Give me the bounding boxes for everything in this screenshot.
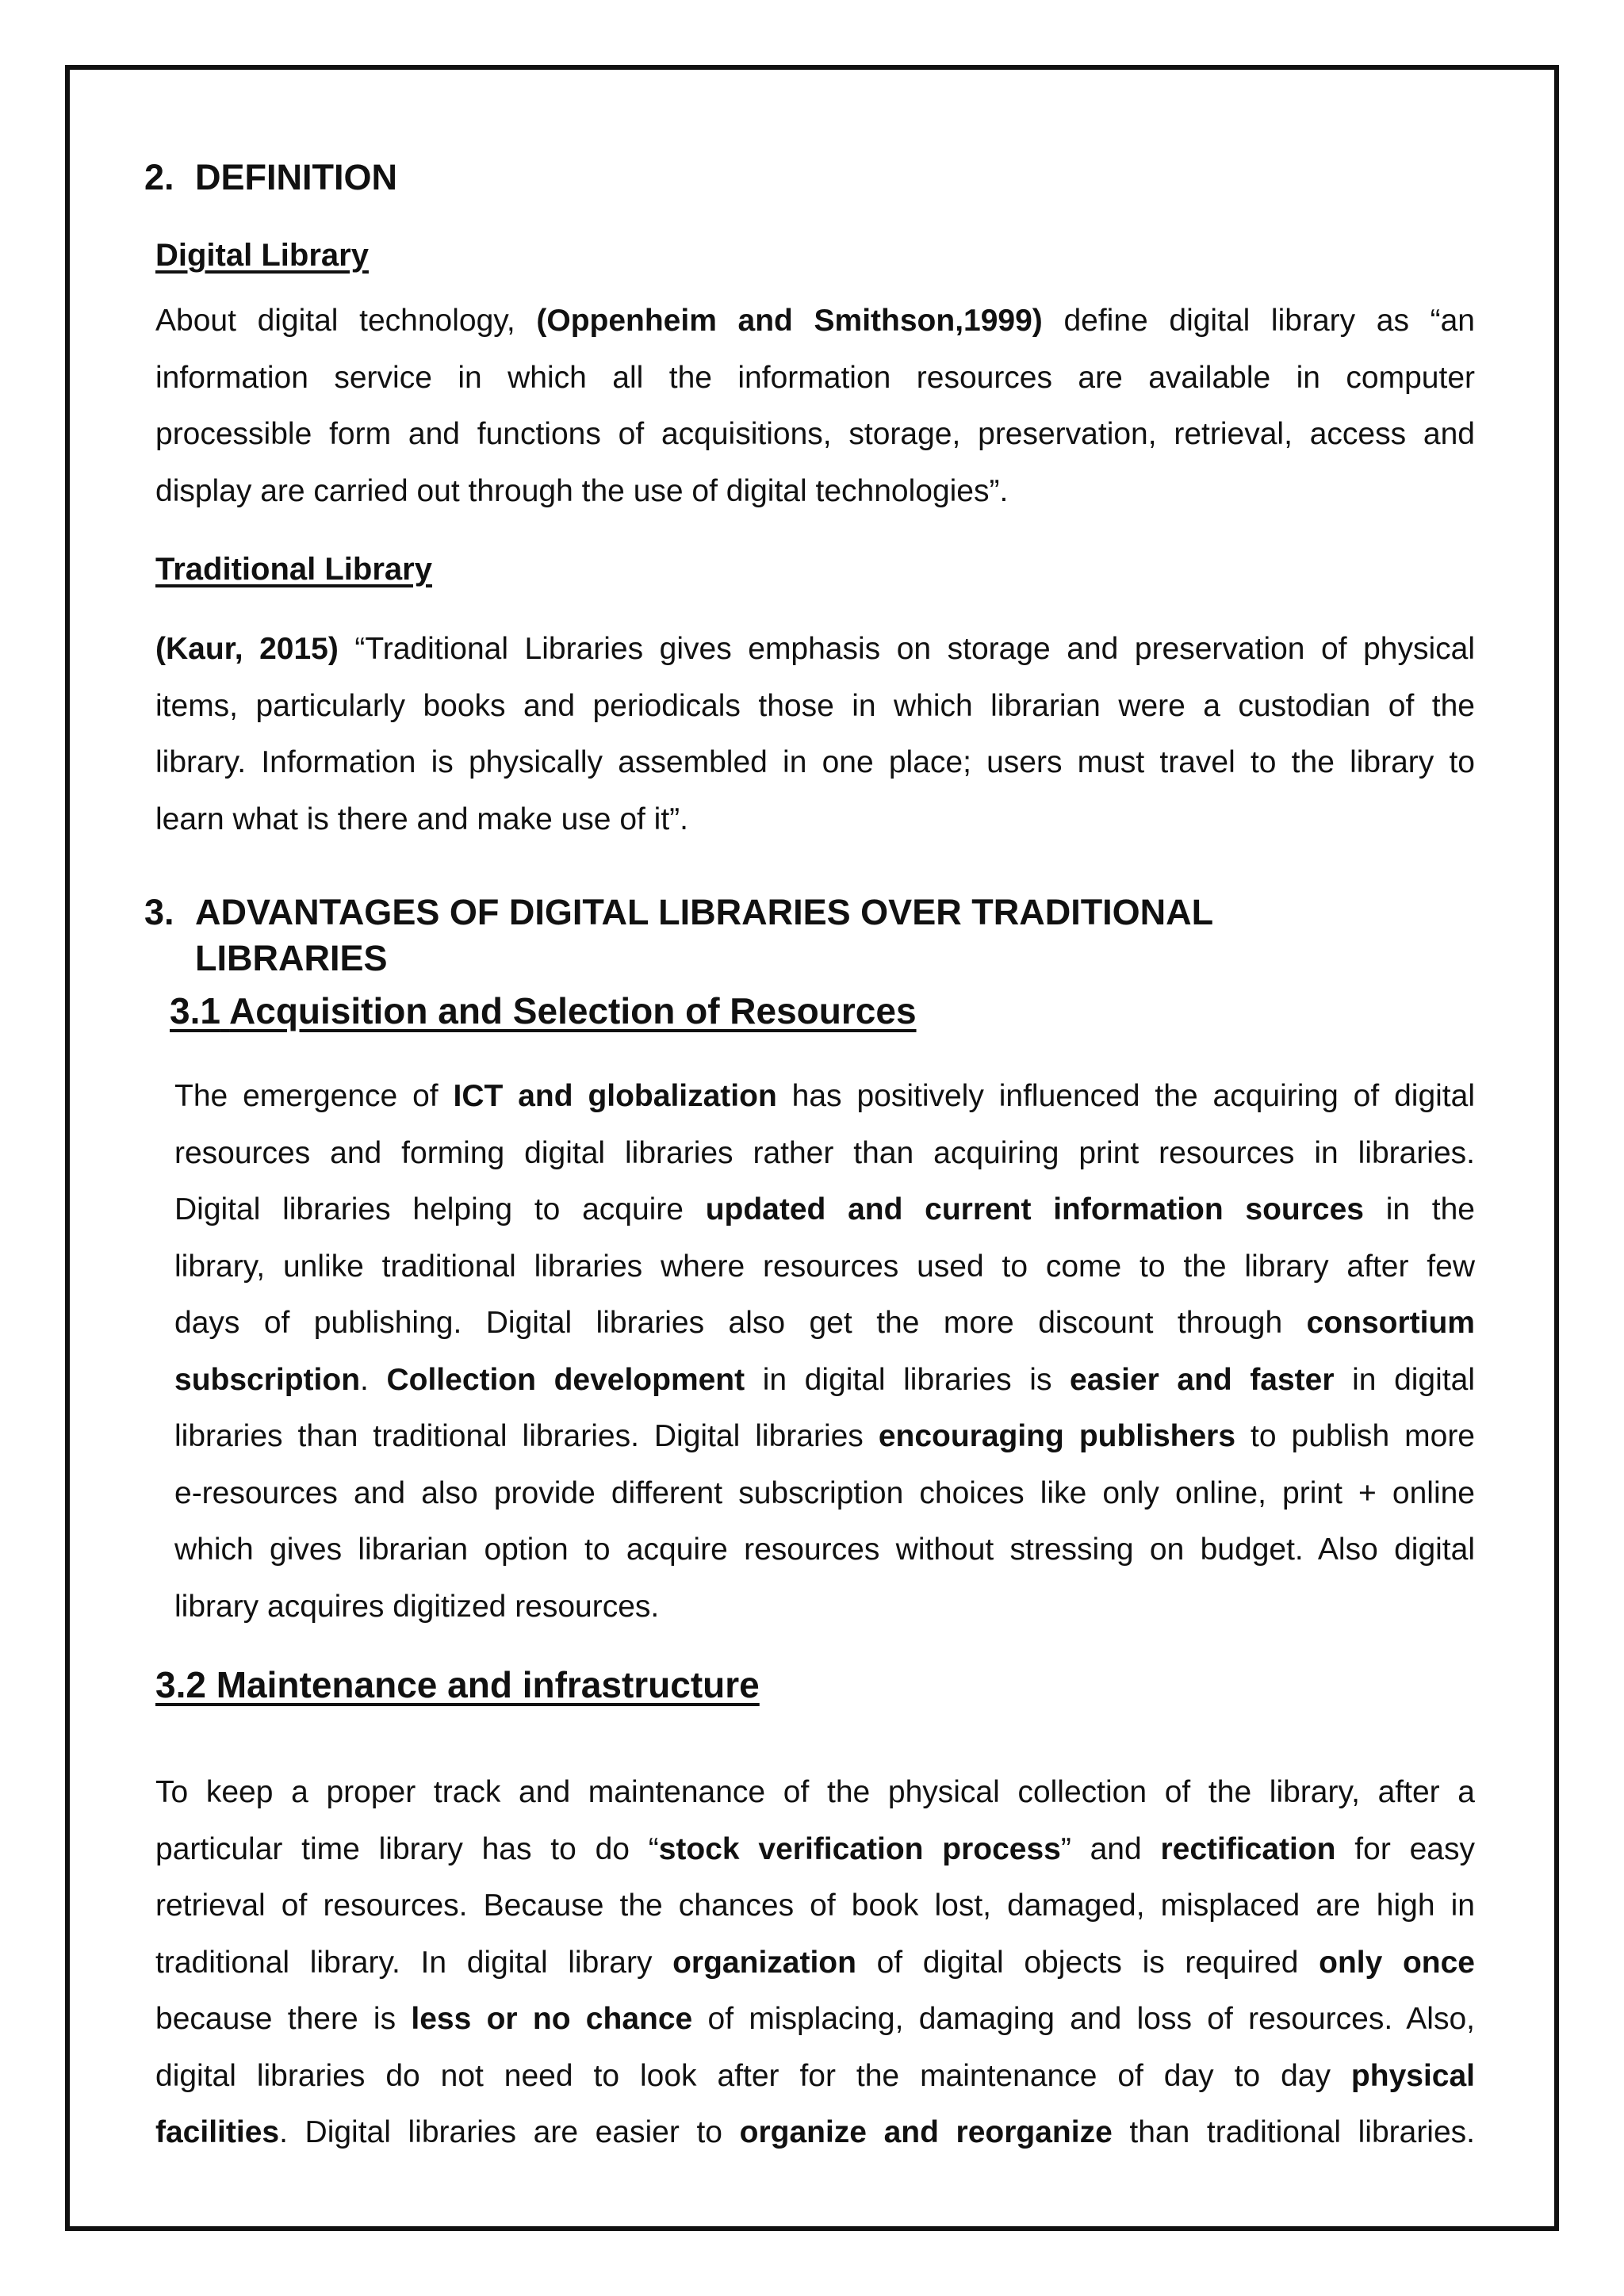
- text-line: [155, 2104, 1475, 2161]
- text-run: library, unlike traditional libraries where resources used to come to the library after few: [174, 1249, 1475, 1284]
- bold-text: (Kaur, 2015): [155, 632, 339, 666]
- bold-text: facilities: [155, 2115, 280, 2149]
- traditional-library-paragraph: [155, 621, 1475, 848]
- text-run: library. Information is physically assembled in one place; users must travel to the library to: [155, 745, 1475, 779]
- text-run: “Traditional Libraries gives emphasis on storage and preservation of physical: [338, 632, 1476, 666]
- bold-text: easier and faster: [1070, 1362, 1335, 1397]
- text-run: days of publishing. Digital libraries also get the more discount through: [174, 1306, 1307, 1340]
- text-line: [174, 1238, 1475, 1295]
- text-run: in digital libraries is: [745, 1362, 1071, 1397]
- text-run: than traditional libraries.: [1112, 2115, 1475, 2149]
- text-run: Digital libraries helping to acquire: [174, 1192, 706, 1226]
- text-run: library acquires digitized resources.: [174, 1589, 660, 1624]
- text-run: define digital library as “an: [1042, 304, 1475, 338]
- text-run: processible form and functions of acquisitions, storage, preservation, retrieval, access and: [155, 417, 1475, 451]
- text-run: About digital technology,: [155, 304, 537, 338]
- text-line: [174, 1125, 1475, 1182]
- text-run: The emergence of: [174, 1079, 454, 1113]
- text-line: [155, 1764, 1475, 1821]
- text-line: [155, 1991, 1475, 2048]
- bold-text: organization: [672, 1945, 856, 1980]
- text-run: particular time library has to do “: [155, 1831, 659, 1866]
- text-run: in digital: [1334, 1362, 1475, 1397]
- text-run: digital libraries do not need to look after for the maintenance of day to day: [155, 2058, 1351, 2093]
- text-line: [174, 1521, 1475, 1578]
- text-run: retrieval of resources. Because the chances of book lost, damaged, misplaced are high in: [155, 1888, 1475, 1923]
- section-2-title: DEFINITION: [195, 157, 397, 197]
- bold-text: ICT and globalization: [453, 1079, 777, 1113]
- text-line: [174, 1068, 1475, 1125]
- text-run: ” and: [1060, 1831, 1161, 1866]
- text-line: [155, 463, 1475, 520]
- subsection-3-1-heading: [170, 989, 917, 1032]
- text-line: [174, 1578, 1475, 1636]
- bold-text: less or no chance: [411, 2002, 693, 2036]
- bold-text: (Oppenheim and Smithson,1999): [536, 304, 1043, 338]
- text-run: traditional library. In digital library: [155, 1945, 673, 1980]
- text-line: [155, 2048, 1475, 2105]
- text-run: libraries than traditional libraries. Digital libraries: [174, 1419, 879, 1453]
- bold-text: consortium: [1306, 1306, 1475, 1340]
- text-line: [155, 678, 1475, 735]
- text-line: [155, 1821, 1475, 1878]
- section-3-heading: [144, 890, 1492, 982]
- text-line: [174, 1465, 1475, 1522]
- text-run: because there is: [155, 2002, 412, 2036]
- text-run: display are carried out through the use of digital technologies”.: [155, 473, 1009, 508]
- bold-text: Collection development: [386, 1362, 745, 1397]
- subsection-3-2-heading: 3.2 Maintenance and infrastructure: [155, 1664, 760, 1705]
- bold-text: physical: [1350, 2058, 1475, 2093]
- text-line: [155, 621, 1475, 678]
- text-line: [155, 734, 1475, 791]
- text-run: .: [360, 1362, 387, 1397]
- text-run: of digital objects is required: [856, 1945, 1320, 1980]
- text-run: items, particularly books and periodicals those in which librarian were a custodian of the: [155, 688, 1475, 723]
- text-line: [174, 1181, 1475, 1238]
- text-line: [174, 1352, 1475, 1409]
- bold-text: organize and reorganize: [739, 2115, 1113, 2149]
- section-3-number: 3.: [144, 892, 174, 932]
- text-line: [155, 350, 1475, 407]
- subsection-3-1-paragraph: [174, 1068, 1475, 1635]
- digital-library-heading: Digital Library: [155, 238, 369, 273]
- bold-text: encouraging publishers: [878, 1419, 1236, 1453]
- text-run: which gives librarian option to acquire resources without stressing on budget. Also digital: [174, 1533, 1475, 1567]
- section-2-heading: [144, 155, 1492, 201]
- text-line: [174, 1408, 1475, 1465]
- text-run: To keep a proper track and maintenance of the physical collection of the library, after a: [155, 1775, 1475, 1809]
- section-2-number: 2.: [144, 157, 174, 197]
- section-3-title-line-1: ADVANTAGES OF DIGITAL LIBRARIES OVER TRADITIONAL: [195, 892, 1214, 932]
- bold-text: rectification: [1160, 1831, 1336, 1866]
- subsection-3-1-title: Acquisition and Selection of Resources: [229, 990, 917, 1031]
- text-line: [155, 293, 1475, 350]
- bold-text: only once: [1319, 1945, 1475, 1980]
- bold-text: subscription: [174, 1362, 361, 1397]
- text-line: [174, 1295, 1475, 1352]
- text-run: has positively influenced the acquiring of digital: [776, 1079, 1475, 1113]
- subsection-3-1-number: 3.1: [170, 990, 220, 1031]
- subsection-3-2-paragraph: [155, 1764, 1475, 2161]
- text-run: resources and forming digital libraries rather than acquiring print resources in libraries.: [174, 1135, 1475, 1170]
- text-run: to publish more: [1235, 1419, 1476, 1453]
- text-run: learn what is there and make use of it”.: [155, 802, 689, 836]
- text-line: [155, 406, 1475, 463]
- text-line: [155, 791, 1475, 848]
- text-run: information service in which all the information resources are available in computer: [155, 360, 1475, 395]
- text-run: e-resources and also provide different subscription choices like only online, print + online: [174, 1475, 1475, 1510]
- text-line: [155, 1877, 1475, 1934]
- text-run: . Digital libraries are easier to: [279, 2115, 740, 2149]
- bold-text: stock verification process: [658, 1831, 1061, 1866]
- text-run: in the: [1363, 1192, 1475, 1226]
- section-3-title-line-2: LIBRARIES: [195, 938, 388, 978]
- bold-text: updated and current information sources: [705, 1192, 1364, 1226]
- text-line: [155, 1934, 1475, 1992]
- text-run: of misplacing, damaging and loss of resources. Also,: [692, 2002, 1475, 2036]
- text-run: for easy: [1335, 1831, 1475, 1866]
- digital-library-paragraph: [155, 293, 1475, 519]
- traditional-library-heading: Traditional Library: [155, 552, 432, 587]
